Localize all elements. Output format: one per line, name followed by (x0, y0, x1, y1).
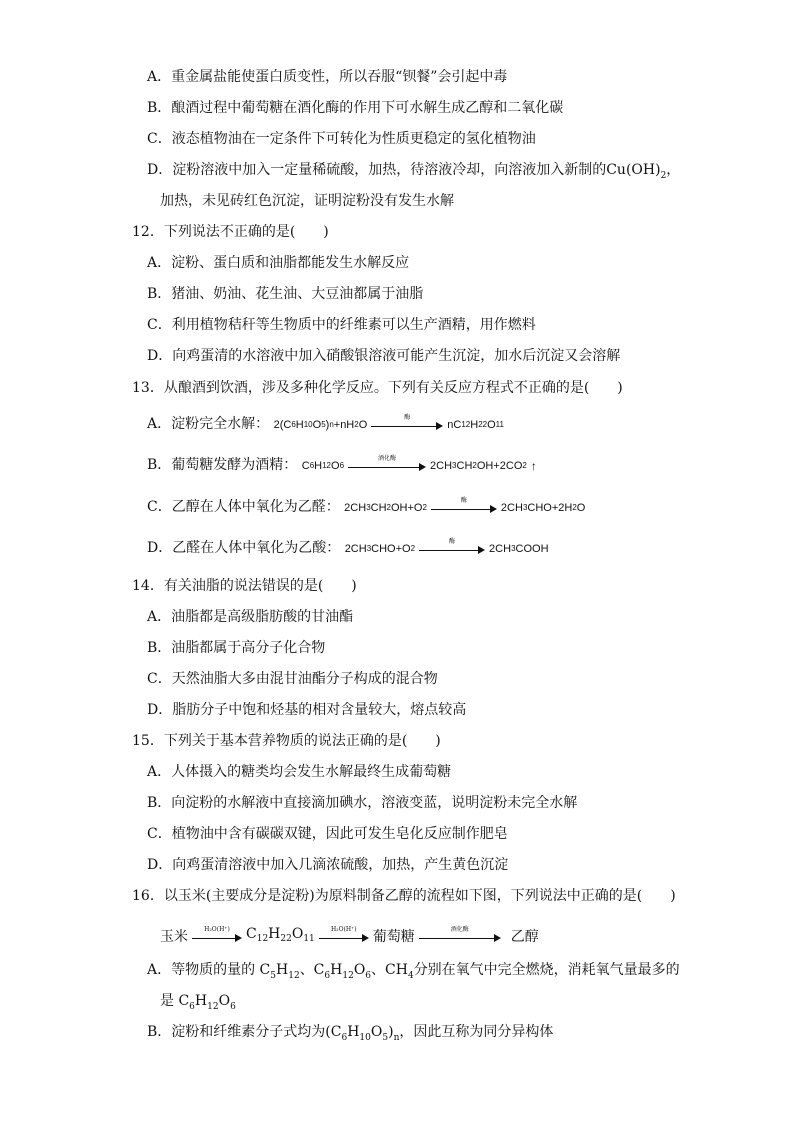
option-text: 是 C (160, 993, 190, 1009)
flow-arrow-icon (419, 925, 501, 944)
flow-arrow-icon (192, 925, 242, 944)
q13-option-d-label: D．乙醛在人体中氧化为乙酸： (147, 540, 341, 556)
eq-text: 2CH (430, 460, 453, 472)
flow-text: O (291, 926, 304, 942)
q13-option-d (147, 538, 549, 559)
option-text: B．淀粉和纤维素分子式均为(C (147, 1024, 342, 1040)
flow-sub: 11 (303, 934, 315, 944)
option-text: 、CH (371, 962, 408, 978)
reaction-condition: 酶 (404, 415, 411, 421)
q16-flow-diagram (160, 924, 539, 949)
q15-option-a: A．人体摄入的糖类均会发生水解最终生成葡萄糖 (147, 764, 452, 780)
option-text: 分别在氧气中完全燃烧，消耗氧气量最多的 (413, 962, 680, 978)
q11-option-b: B．酿酒过程中葡萄糖在酒化酶的作用下可水解生成乙醇和二氧化碳 (147, 100, 564, 116)
eq-text: CHO+2H (527, 502, 573, 514)
option-text: 、C (299, 962, 325, 978)
reaction-arrow-icon (431, 498, 497, 515)
eq-text: 2CH (500, 502, 523, 514)
flow-step-corn: 玉米 (160, 928, 188, 945)
q14-stem: 14．有关油脂的说法错误的是( ) (132, 578, 357, 594)
flow-condition: H₂O(H⁺) (330, 925, 357, 933)
flow-arrow-icon (319, 925, 369, 944)
eq-text: C (301, 460, 310, 472)
flow-sub: 22 (280, 934, 292, 944)
q13-option-a-label: A．淀粉完全水解： (147, 416, 270, 432)
q13-option-c-equation: 2CH 3 CH 2 OH+O 2 酶 2CH 3 CHO+2H 2 O (344, 498, 585, 518)
eq-text: ) (325, 419, 330, 431)
reaction-arrow-icon (419, 539, 485, 556)
flow-sub: 12 (256, 934, 269, 944)
q16-option-a: A．等物质的量的 $C_5H_{12}$、$C_6H_{12}O_6$、$CH_4$分别在氧气中完全燃烧，消耗氧气量最多的 (147, 962, 680, 981)
q13-option-a-equation: 2(C 6 H 10 O 5 ) n +nH 2 O 酶 nC 12 H 22 O 11 (274, 415, 504, 435)
q11-option-d-sub: 2 (660, 170, 667, 181)
q13-option-d-equation: 2CH 3 CHO+O 2 酶 2CH 3 COOH (345, 539, 549, 559)
option-text: H (194, 993, 208, 1009)
q13-option-c-label: C．乙醇在人体中氧化为乙醛： (147, 499, 340, 515)
q13-stem: 13．从酿酒到饮酒，涉及多种化学反应。下列有关反应方程式不正确的是( ) (132, 380, 623, 396)
q12-option-a: A．淀粉、蛋白质和油脂都能发生水解反应 (147, 255, 410, 271)
flow-step-ethanol: 乙醇 (510, 928, 539, 945)
q11-option-a: A．重金属盐能使蛋白质变性，所以吞服“钡餐”会引起中毒 (147, 69, 508, 85)
flow-condition: H₂O(H⁺) (204, 925, 230, 933)
q14-option-d: D．脂肪分子中饱和烃基的相对含量较大，熔点较高 (147, 702, 467, 718)
option-text: H (276, 962, 289, 978)
option-text: A．等物质的量的 C (147, 962, 271, 978)
option-text: O (370, 1024, 383, 1040)
option-text: O (353, 962, 366, 978)
eq-text: H (314, 460, 323, 472)
q11-option-d-text: D．淀粉溶液中加入一定量稀硫酸，加热，待溶液冷却，向溶液加入新制的Cu(OH) (147, 162, 661, 178)
eq-text: O (487, 419, 496, 431)
eq-text: COOH (515, 543, 549, 555)
eq-text: 2CH (489, 543, 512, 555)
q14-option-b: B．油脂都属于高分子化合物 (147, 640, 326, 656)
reaction-condition: 酶 (449, 539, 456, 545)
gas-up-arrow-icon: ↑ (530, 459, 537, 473)
flow-text: H (268, 926, 281, 942)
q11-option-d-continued: 加热，未见砖红色沉淀，证明淀粉没有发生水解 (160, 193, 454, 209)
q15-option-d: D．向鸡蛋清溶液中加入几滴浓硫酸，加热，产生黄色沉淀 (147, 857, 509, 873)
q13-option-b-equation: C 6 H 12 O 6 酒化酶 2CH 3 CH 2 OH+2CO 2 ↑ (302, 456, 537, 476)
option-text: ) (388, 1024, 394, 1040)
q13-option-c (147, 497, 585, 518)
eq-text: +nH (333, 419, 355, 431)
eq-text: O (576, 502, 586, 514)
option-text: H (330, 962, 343, 978)
q15-option-c: C．植物油中含有碳碳双键，因此可发生皂化反应制作肥皂 (147, 826, 508, 842)
reaction-arrow-icon (371, 415, 443, 432)
eq-text: 2CH (344, 502, 367, 514)
eq-text: OH+2CO (476, 460, 523, 472)
reaction-condition: 酶 (460, 498, 467, 504)
eq-text: OH+O (390, 502, 423, 514)
eq-text: 2CH (344, 543, 367, 555)
flow-step-glucose: 葡萄糖 (372, 928, 415, 945)
eq-text: O (312, 419, 322, 431)
q11-option-c: C．液态植物油在一定条件下可转化为性质更稳定的氢化植物油 (147, 131, 536, 147)
q14-option-c: C．天然油脂大多由混甘油酯分子构成的混合物 (147, 671, 438, 687)
eq-text: CH (370, 502, 387, 514)
option-text: H (347, 1024, 360, 1040)
q13-option-b-label: B．葡萄糖发酵为酒精： (147, 457, 298, 473)
eq-text: H (470, 419, 479, 431)
q12-option-d: D．向鸡蛋清的水溶液中加入硝酸银溶液可能产生沉淀，加水后沉淀又会溶解 (147, 348, 621, 364)
q12-stem: 12．下列说法不正确的是( ) (132, 224, 329, 240)
q16-option-b: B．淀粉和纤维素分子式均为$(C_6H_{10}O_5)_n$，因此互称为同分异构体 (147, 1024, 554, 1043)
q14-option-a: A．油脂都是高级脂肪酸的甘油酯 (147, 609, 354, 625)
q16-option-a-continued: 是 $C_6H_{12}O_6$ (160, 993, 236, 1012)
eq-text: 2(C (273, 419, 292, 431)
eq-text: CHO+O (371, 543, 411, 555)
q12-option-c: C．利用植物秸秆等生物质中的纤维素可以生产酒精，用作燃料 (147, 317, 536, 333)
q15-stem: 15．下列关于基本营养物质的说法正确的是( ) (132, 733, 441, 749)
option-text: O (218, 993, 231, 1009)
flow-step-maltose (246, 924, 315, 949)
flow-text: C (246, 926, 257, 942)
q15-option-b: B．向淀粉的水解液中直接滴加碘水，溶液变蓝，说明淀粉未完全水解 (147, 795, 578, 811)
flow-condition: 酒化酶 (450, 925, 469, 933)
q11-option-d (147, 160, 680, 186)
q13-option-b (147, 455, 537, 476)
q16-stem: 16．以玉米(主要成分是淀粉)为原料制备乙醇的流程如下图，下列说法中正确的是( ) (132, 888, 676, 904)
reaction-arrow-icon (348, 456, 426, 473)
eq-text: O (331, 460, 340, 472)
q11-option-d-end: ， (666, 162, 681, 178)
reaction-condition: 酒化酶 (378, 456, 397, 462)
eq-text: CH (456, 460, 473, 472)
option-text: ，因此互称为同分异构体 (399, 1024, 554, 1040)
eq-text: O (358, 419, 368, 431)
eq-text: nC (447, 419, 462, 431)
q13-option-a (147, 414, 504, 435)
eq-text: H (295, 419, 304, 431)
q12-option-b: B．猪油、奶油、花生油、大豆油都属于油脂 (147, 286, 424, 302)
